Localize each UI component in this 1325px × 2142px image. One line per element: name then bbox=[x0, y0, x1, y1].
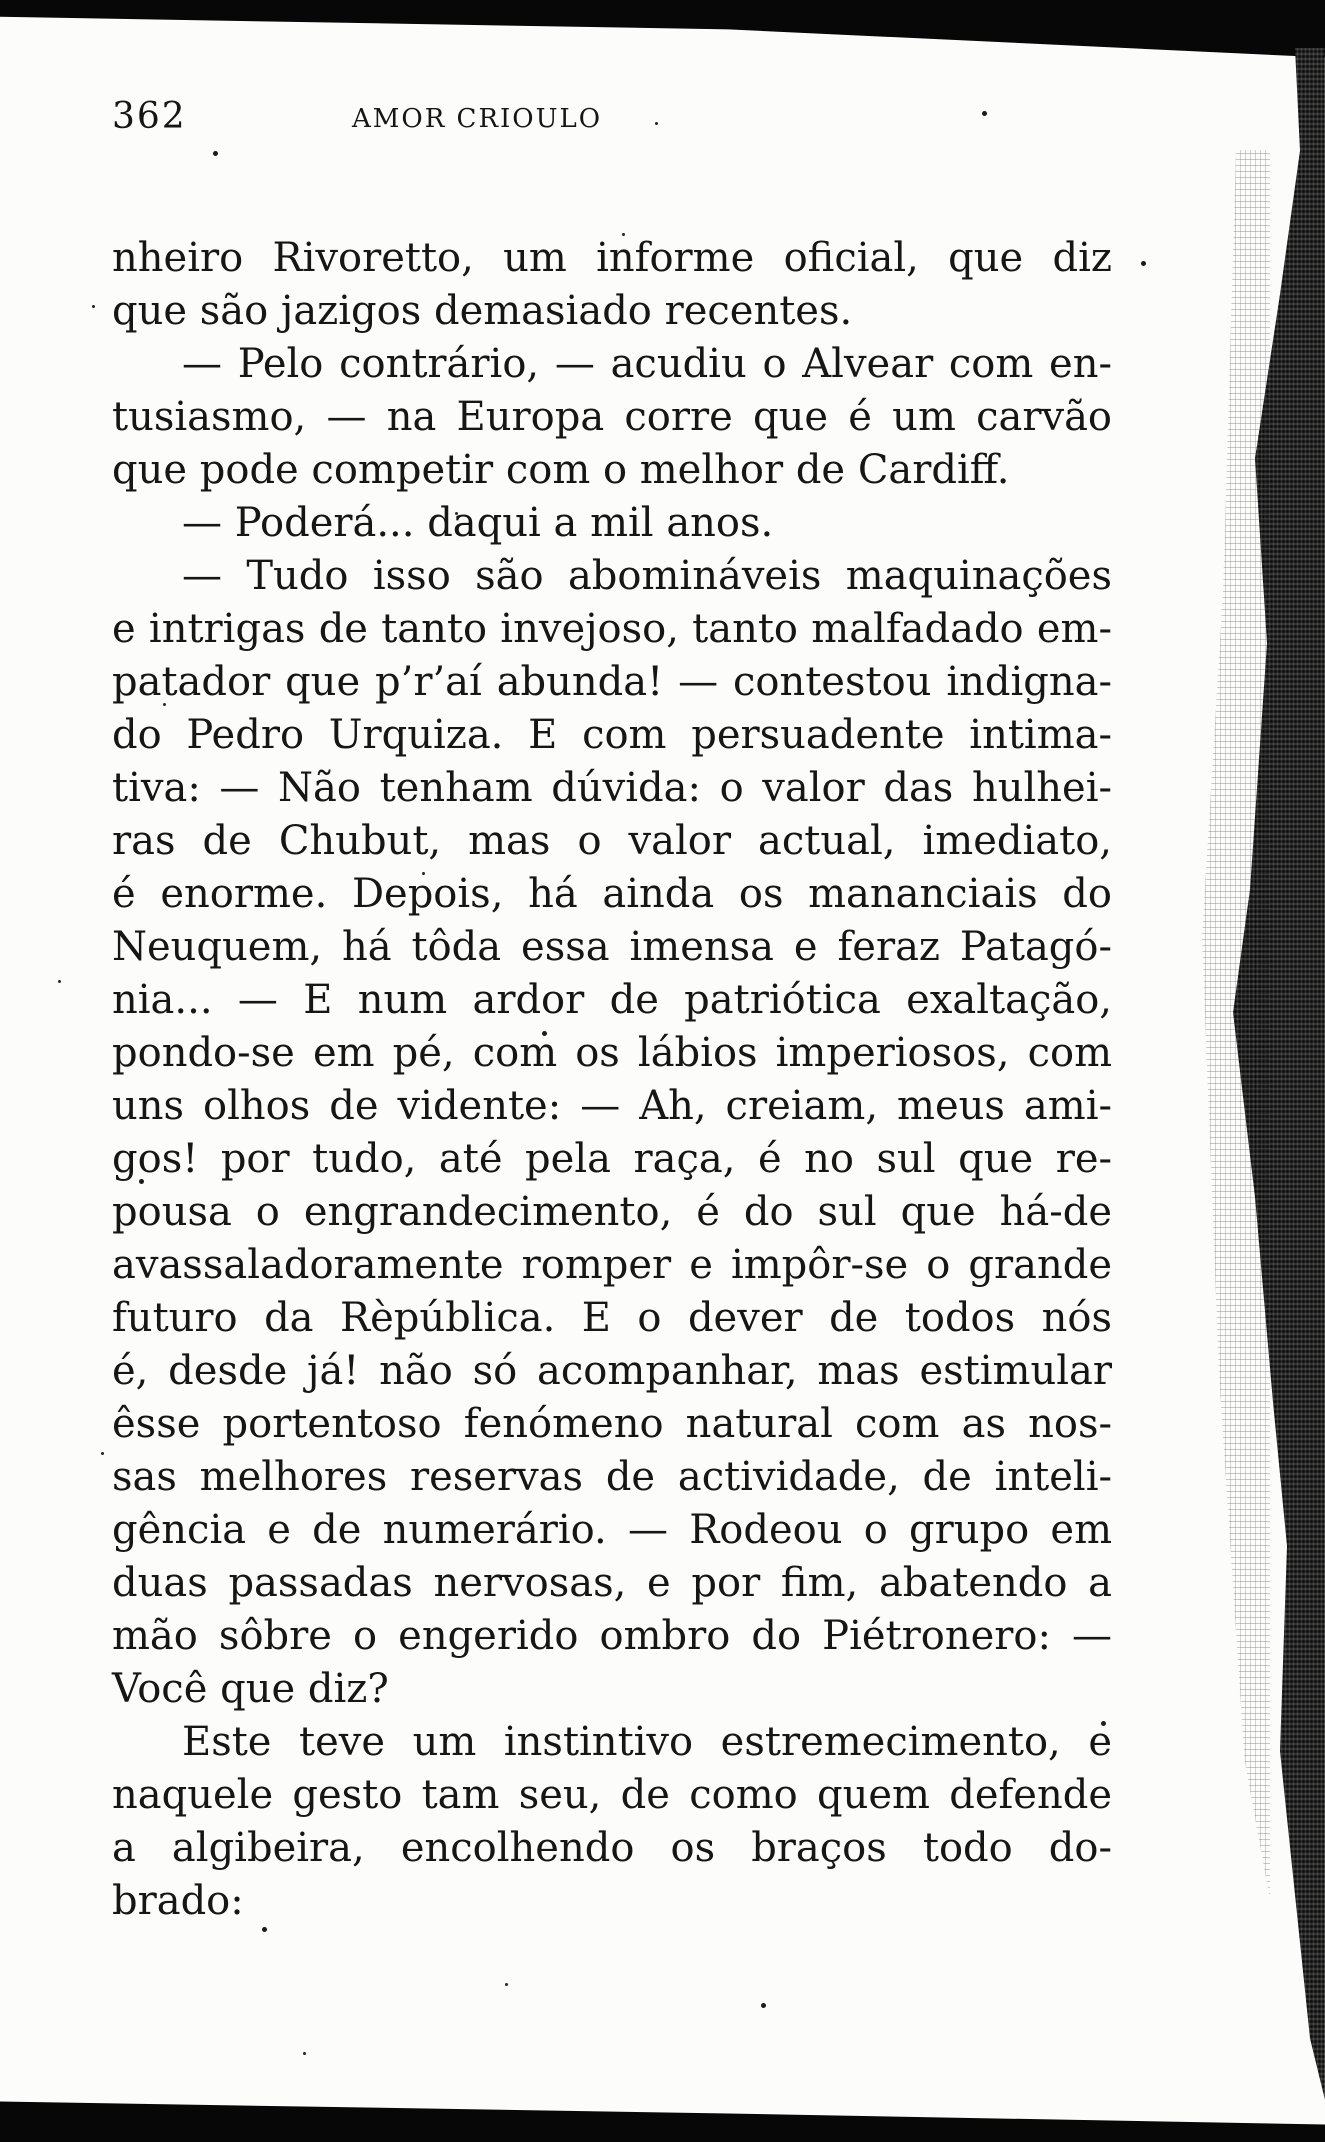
text-line: brado: bbox=[112, 1878, 244, 1924]
text-line: gos! por tudo, até pela raça, é no sul que re- bbox=[112, 1136, 1112, 1182]
text-line: pondo-se em pé, com os lábios imperiosos, com bbox=[112, 1030, 1112, 1076]
text-line: a algibeira, encolhendo os braços todo do- bbox=[112, 1825, 1112, 1871]
text-line: é, desde já! não só acompanhar, mas estimular bbox=[112, 1348, 1112, 1394]
text-line: que pode competir com o melhor de Cardiff. bbox=[112, 447, 1010, 493]
text-line: e intrigas de tanto invejoso, tanto malfadado em- bbox=[112, 606, 1112, 652]
text-line: que são jazigos demasiado recentes. bbox=[112, 288, 853, 334]
text-line: nia... — E num ardor de patriótica exaltação, bbox=[112, 977, 1112, 1023]
text-line: patador que p’r’aí abunda! — contestou indigna- bbox=[112, 659, 1112, 705]
body-text bbox=[112, 232, 1112, 1928]
text-line: sas melhores reservas de actividade, de inteli- bbox=[112, 1454, 1112, 1500]
page-number: 362 bbox=[112, 96, 187, 137]
running-title: AMOR CRIOULO bbox=[352, 104, 603, 134]
text-line: futuro da Rèpública. E o dever de todos nós bbox=[112, 1295, 1112, 1341]
binding-shadow-haze bbox=[1185, 150, 1270, 1900]
text-line: ras de Chubut, mas o valor actual, imediato, bbox=[112, 818, 1112, 864]
text-line: gência e de numerário. — Rodeou o grupo em bbox=[112, 1507, 1112, 1553]
scan-artifact-bottom-band bbox=[0, 2096, 1325, 2142]
text-line: avassaladoramente romper e impôr-se o grande bbox=[112, 1242, 1112, 1288]
ink-specks bbox=[0, 0, 3, 3]
text-line: naquele gesto tam seu, de como quem defende bbox=[112, 1772, 1112, 1818]
text-line: uns olhos de vidente: — Ah, creiam, meus ami- bbox=[112, 1083, 1112, 1129]
text-line: — Tudo isso são abomináveis maquinações bbox=[182, 553, 1112, 599]
text-line: tusiasmo, — na Europa corre que é um carvão bbox=[112, 394, 1112, 440]
text-line: tiva: — Não tenham dúvida: o valor das hulhei- bbox=[112, 765, 1112, 811]
text-line: Neuquem, há tôda essa imensa e feraz Patagó- bbox=[112, 924, 1112, 970]
scan-artifact-top-band bbox=[0, 0, 1325, 70]
text-line: pousa o engrandecimento, é do sul que há-de bbox=[112, 1189, 1112, 1235]
text-line: Você que diz? bbox=[112, 1666, 389, 1712]
text-line: — Poderá... daqui a mil anos. bbox=[182, 500, 774, 546]
text-line: duas passadas nervosas, e por fim, abatendo a bbox=[112, 1560, 1112, 1606]
text-line: mão sôbre o engerido ombro do Piétronero: — bbox=[112, 1613, 1112, 1659]
text-line: — Pelo contrário, — acudiu o Alvear com en- bbox=[182, 341, 1112, 387]
text-line: é enorme. Depois, há ainda os mananciais do bbox=[112, 871, 1112, 917]
text-line: Este teve um instintivo estremecimento, e bbox=[182, 1719, 1112, 1765]
text-line: do Pedro Urquiza. E com persuadente intima- bbox=[112, 712, 1112, 758]
text-line: êsse portentoso fenómeno natural com as nos- bbox=[112, 1401, 1112, 1447]
text-line: nheiro Rivoretto, um informe oficial, que diz bbox=[112, 235, 1112, 281]
